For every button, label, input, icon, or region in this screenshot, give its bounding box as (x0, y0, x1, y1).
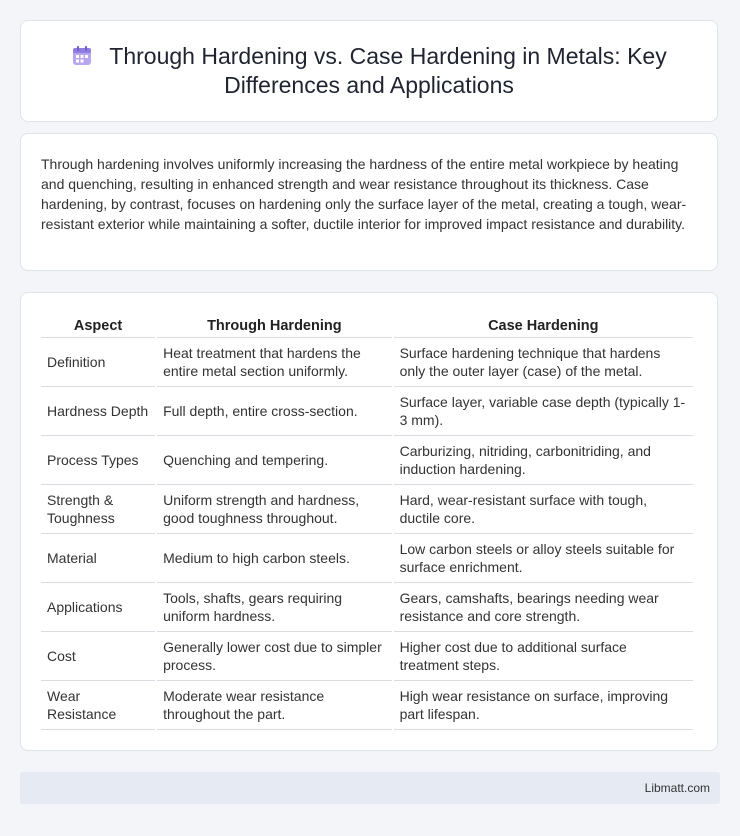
comparison-table (39, 315, 695, 730)
cell-through: Full depth, entire cross-section. (157, 387, 391, 436)
title-card (20, 20, 718, 122)
cell-case: Hard, wear-resistant surface with tough, ductile core. (394, 485, 693, 534)
cell-through: Medium to high carbon steels. (157, 534, 391, 583)
table-row (41, 583, 693, 632)
table-row (41, 436, 693, 485)
cell-through: Heat treatment that hardens the entire metal section uniformly. (157, 338, 391, 387)
footer-brand-link[interactable]: Libmatt.com (644, 781, 710, 795)
cell-case: Low carbon steels or alloy steels suitable for surface enrichment. (394, 534, 693, 583)
intro-card (20, 133, 718, 271)
cell-case: Higher cost due to additional surface treatment steps. (394, 632, 693, 681)
header-aspect: Aspect (41, 315, 155, 338)
intro-text: Through hardening involves uniformly increasing the hardness of the entire metal workpiece by heating and quenching, resulting in enhanced strength and wear resistance throughout its thickness. Case hardening, by contrast, focuses on hardening only the surface layer of the metal, creating a tough, wear-resistant exterior while maintaining a softer, ductile interior for improved impact resistance and durability. (41, 156, 687, 232)
header-case-hardening: Case Hardening (394, 315, 693, 338)
cell-through: Quenching and tempering. (157, 436, 391, 485)
table-header-row (41, 315, 693, 338)
cell-aspect: Process Types (41, 436, 155, 485)
cell-aspect: Hardness Depth (41, 387, 155, 436)
cell-through: Uniform strength and hardness, good toughness throughout. (157, 485, 391, 534)
table-row (41, 534, 693, 583)
cell-case: Carburizing, nitriding, carbonitriding, and induction hardening. (394, 436, 693, 485)
page-title: Through Hardening vs. Case Hardening in Metals: Key Differences and Applications (109, 43, 667, 98)
cell-case: Gears, camshafts, bearings needing wear resistance and core strength. (394, 583, 693, 632)
cell-through: Tools, shafts, gears requiring uniform hardness. (157, 583, 391, 632)
cell-aspect: Cost (41, 632, 155, 681)
cell-aspect: Wear Resistance (41, 681, 155, 730)
cell-through: Moderate wear resistance throughout the part. (157, 681, 391, 730)
cell-aspect: Applications (41, 583, 155, 632)
footer-bar (20, 772, 720, 804)
cell-aspect: Material (41, 534, 155, 583)
table-row (41, 681, 693, 730)
table-row (41, 632, 693, 681)
table-card (20, 292, 718, 751)
cell-aspect: Strength & Toughness (41, 485, 155, 534)
table-row (41, 485, 693, 534)
cell-case: Surface hardening technique that hardens only the outer layer (case) of the metal. (394, 338, 693, 387)
cell-aspect: Definition (41, 338, 155, 387)
cell-case: High wear resistance on surface, improving part lifespan. (394, 681, 693, 730)
cell-case: Surface layer, variable case depth (typically 1-3 mm). (394, 387, 693, 436)
page-title-wrap (51, 42, 687, 100)
header-through-hardening: Through Hardening (157, 315, 391, 338)
table-row (41, 387, 693, 436)
calendar-icon (71, 45, 93, 67)
cell-through: Generally lower cost due to simpler process. (157, 632, 391, 681)
table-row (41, 338, 693, 387)
